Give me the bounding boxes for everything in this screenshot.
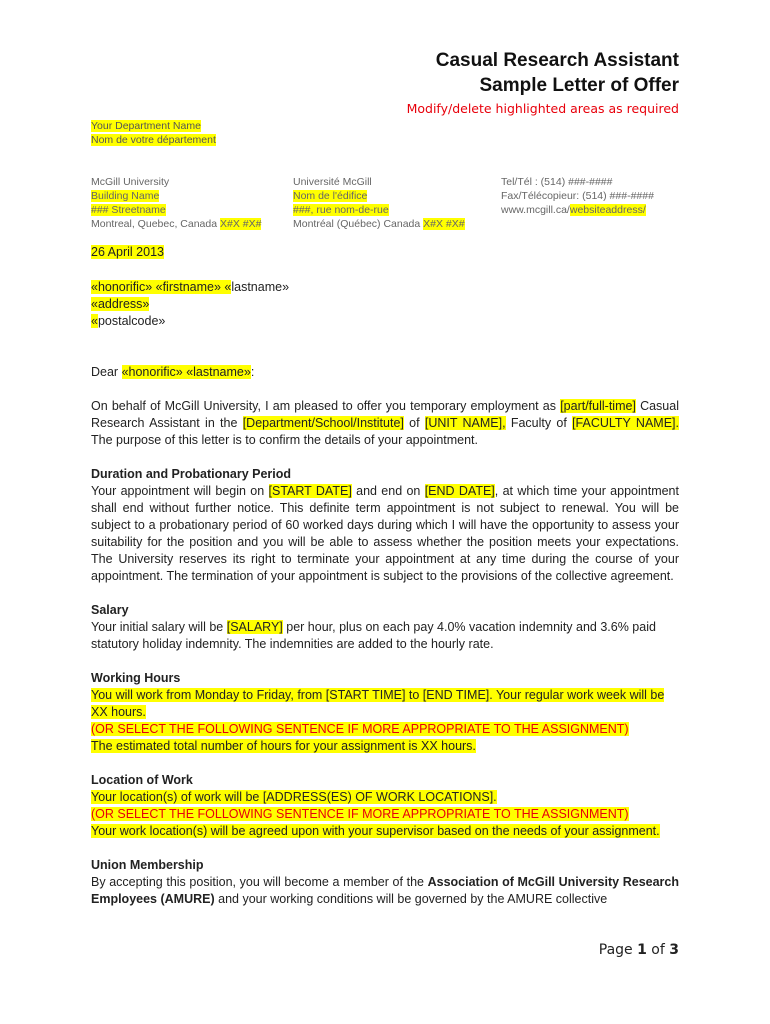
address-fr-line-3: ###, rue nom-de-rue: [293, 204, 389, 216]
salutation: Dear «honorific» «lastname»:: [91, 365, 255, 379]
address-french: [293, 175, 465, 231]
salary-field: [SALARY]: [226, 620, 283, 634]
unit-name-field: [UNIT NAME],: [424, 416, 506, 430]
address-en-postal: X#X #X#: [220, 218, 262, 230]
department-block: [91, 119, 216, 147]
contact-tel: Tel/Tél : (514) ###-####: [501, 176, 613, 188]
salary-paragraph: Your initial salary will be [SALARY] per hour, plus on each pay 4.0% vacation indemnity and 3.6% paid statutory holiday indemnity. The indemnities are added to the hourly rate.: [91, 620, 656, 651]
address-fr-line-1: Université McGill: [293, 176, 372, 188]
recipient-lastname: lastname»: [231, 280, 290, 294]
employment-type-field: [part/full-time]: [560, 399, 636, 413]
address-fr-line-2: Nom de l'édifice: [293, 190, 368, 202]
page-number: Page 1 of 3: [598, 942, 679, 958]
address-english: [91, 175, 261, 231]
department-name-en: Your Department Name: [91, 120, 201, 132]
address-en-city: Montreal, Quebec, Canada: [91, 218, 220, 230]
duration-paragraph: Your appointment will begin on [START DATE] and end on [END DATE], at which time your appointment shall end without further notice. This definite term appointment is not subject to renewal. You will be subject to a probationary period of 60 worked days during which I will have the opportunity to assess your suitability for the position and you will be able to assess whether the position meets your expectations. The University reserves its right to terminate your appointment at any time during the course of your appointment. The termination of your appointment is subject to the provisions of the collective agreement.: [91, 484, 679, 583]
recipient-postal-marker: «: [91, 314, 98, 328]
department-field: [Department/School/Institute]: [242, 416, 404, 430]
start-date-field: [START DATE]: [268, 484, 352, 498]
letter-body: [91, 398, 679, 925]
letter-title: [436, 48, 679, 98]
duration-heading: Duration and Probationary Period: [91, 467, 292, 481]
recipient-postalcode: postalcode»: [97, 314, 166, 328]
title-line-1: Casual Research Assistant: [435, 50, 679, 71]
recipient-address-field: «address»: [91, 297, 150, 311]
recipient-name-field: «honorific» «firstname» «: [91, 280, 232, 294]
union-paragraph: By accepting this position, you will become a member of the Association of McGill University Research Employees (AMURE) and your working conditions will be governed by the AMURE collective: [91, 875, 680, 906]
location-alternative-note: (OR SELECT THE FOLLOWING SENTENCE IF MORE APPROPRIATE TO THE ASSIGNMENT): [91, 807, 629, 821]
union-heading: Union Membership: [91, 858, 204, 872]
faculty-name-field: [FACULTY NAME].: [572, 416, 679, 430]
instruction-note: Modify/delete highlighted areas as required: [406, 101, 679, 116]
salutation-name: «honorific» «lastname»: [121, 365, 251, 379]
salary-heading: Salary: [91, 603, 129, 617]
union-name: Association of McGill University Research Employees (AMURE): [91, 875, 680, 906]
recipient-block: [91, 279, 289, 330]
title-line-2: Sample Letter of Offer: [479, 75, 679, 96]
address-en-line-2: Building Name: [91, 190, 160, 202]
end-date-field: [END DATE]: [424, 484, 495, 498]
location-paragraph: Your location(s) of work will be [ADDRESS(ES) OF WORK LOCATIONS]. (OR SELECT THE FOLLOWING SENTENCE IF MORE APPROPRIATE TO THE ASSIGNMENT) Your work location(s) will be agreed upon with your supervisor based on the needs of your assignment.: [91, 790, 660, 838]
contact-web-suffix: websiteaddress/: [569, 204, 646, 216]
working-hours-alternative-note: (OR SELECT THE FOLLOWING SENTENCE IF MORE APPROPRIATE TO THE ASSIGNMENT): [91, 722, 629, 736]
location-heading: Location of Work: [91, 773, 193, 787]
working-hours-heading: Working Hours: [91, 671, 181, 685]
intro-paragraph: On behalf of McGill University, I am pleased to offer you temporary employment as [part/full-time] Casual Research Assistant in the [Department/School/Institute] of [UNIT NAME], Faculty of [FACULTY NAME]. The purpose of this letter is to confirm the details of your appointment.: [91, 399, 679, 447]
address-fr-postal: X#X #X#: [423, 218, 465, 230]
working-hours-paragraph: You will work from Monday to Friday, from [START TIME] to [END TIME]. Your regular work week will be XX hours. (OR SELECT THE FOLLOWING SENTENCE IF MORE APPROPRIATE TO THE ASSIGNMENT) The estimated total number of hours for your assignment is XX hours.: [91, 688, 665, 753]
address-en-line-3: ### Streetname: [91, 204, 166, 216]
address-fr-city: Montréal (Québec) Canada: [293, 218, 424, 230]
contact-web-prefix: www.mcgill.ca/: [501, 204, 570, 216]
contact-fax: Fax/Télécopieur: (514) ###-####: [501, 190, 654, 202]
letter-date: 26 April 2013: [91, 245, 164, 259]
contact-block: [501, 175, 654, 217]
department-name-fr: Nom de votre département: [91, 134, 216, 146]
address-en-line-1: McGill University: [91, 176, 170, 188]
